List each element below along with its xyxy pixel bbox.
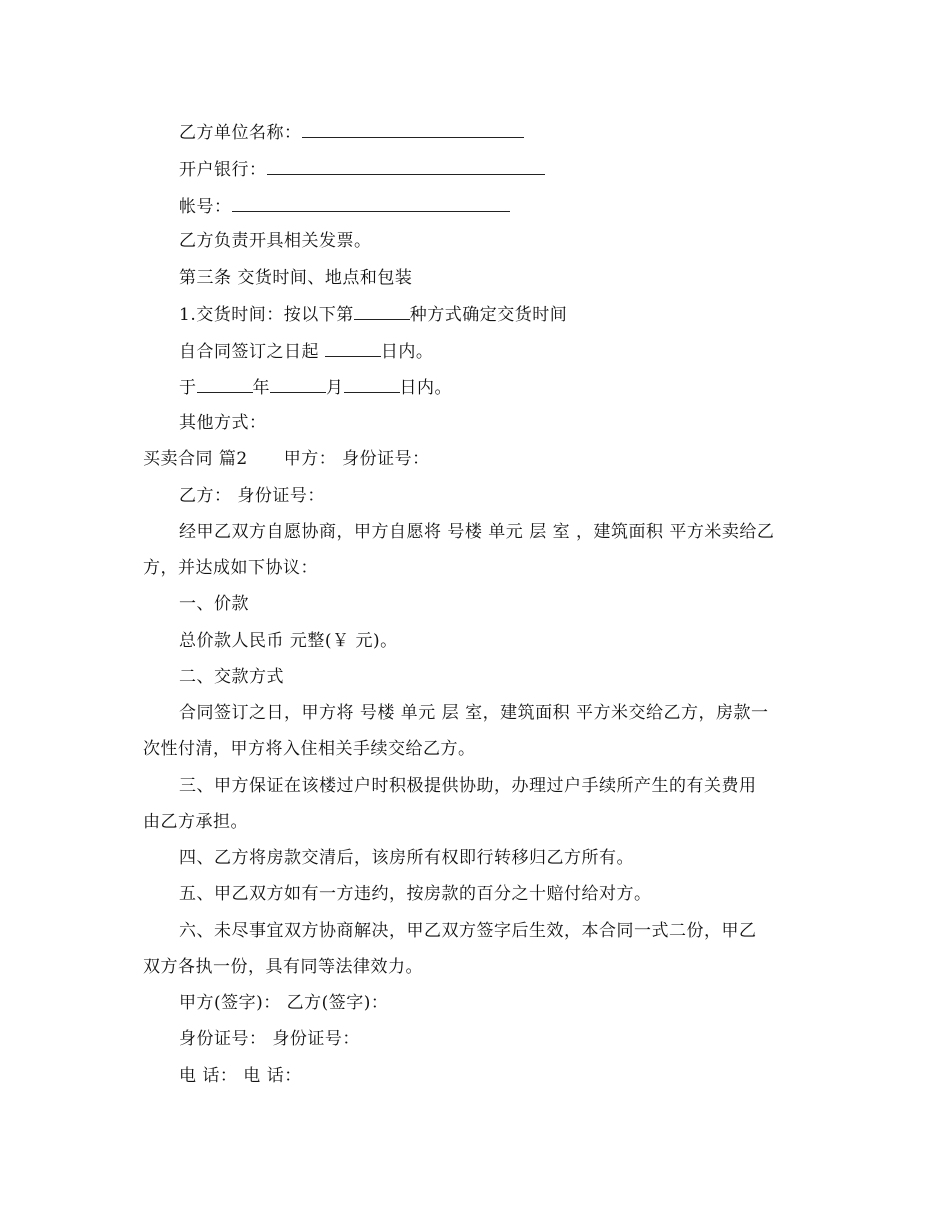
contract-two-title-line xyxy=(143,448,430,470)
label-bank: 开户银行： xyxy=(179,160,267,180)
clause-three-line-cont: 由乙方承担。 xyxy=(143,812,248,832)
contract-two-title: 买卖合同 篇2 xyxy=(143,449,248,469)
date-line xyxy=(179,376,452,399)
delivery-time-pre: 1.交货时间：按以下第 xyxy=(179,305,354,325)
payment-heading: 二、交款方式 xyxy=(179,667,284,687)
date-part: 年 xyxy=(252,378,270,398)
date-part: 于 xyxy=(179,378,197,398)
clause-five-line: 五、甲乙双方如有一方违约，按房款的百分之十赔付给对方。 xyxy=(179,884,652,904)
fill-blank xyxy=(270,376,326,393)
fill-blank xyxy=(197,376,253,393)
payment-line-cont: 次性付清，甲方将入住相关手续交给乙方。 xyxy=(143,739,476,759)
clause-four-line: 四、乙方将房款交清后，该房所有权即行转移归乙方所有。 xyxy=(179,848,634,868)
fill-blank xyxy=(267,158,545,175)
clause-six-line: 六、未尽事宜双方协商解决，甲乙双方签字后生效，本合同一式二份，甲乙 xyxy=(179,921,757,941)
fill-blank xyxy=(325,340,381,357)
clause-three-line: 三、甲方保证在该楼过户时积极提供协助，办理过户手续所产生的有关费用 xyxy=(179,776,757,796)
id-number-line: 身份证号： 身份证号： xyxy=(179,1029,360,1049)
phone-line: 电 话： 电 话： xyxy=(179,1066,302,1086)
delivery-time-line xyxy=(179,303,567,326)
payment-line: 合同签订之日，甲方将 号楼 单元 层 室，建筑面积 平方米交给乙方，房款一 xyxy=(179,703,769,723)
date-part: 月 xyxy=(326,378,344,398)
party-a-id: 甲方： 身份证号： xyxy=(283,449,430,469)
account-line xyxy=(179,195,510,218)
fill-blank xyxy=(354,303,410,320)
clause-six-line-cont: 双方各执一份，具有同等法律效力。 xyxy=(143,957,423,977)
other-methods-line: 其他方式： xyxy=(179,413,267,433)
date-part: 日内。 xyxy=(399,378,452,398)
bank-line xyxy=(179,158,545,181)
signature-line: 甲方(签字)： 乙方(签字)： xyxy=(179,993,389,1013)
delivery-time-post: 种方式确定交货时间 xyxy=(409,305,568,325)
article-three-heading: 第三条 交货时间、地点和包装 xyxy=(179,268,413,288)
days-from-signing-pre: 自合同签订之日起 xyxy=(179,342,325,362)
total-price-line: 总价款人民币 元整(￥ 元)。 xyxy=(179,631,398,651)
days-from-signing-post: 日内。 xyxy=(380,342,434,362)
label-account: 帐号： xyxy=(179,197,232,217)
party-b-id-line: 乙方： 身份证号： xyxy=(179,486,325,506)
days-from-signing-line xyxy=(179,340,433,363)
fill-blank xyxy=(302,121,524,138)
invoice-line: 乙方负责开具相关发票。 xyxy=(179,231,372,251)
price-heading: 一、价款 xyxy=(179,594,249,614)
party-b-company-name-line xyxy=(179,121,524,144)
fill-blank xyxy=(344,376,400,393)
fill-blank xyxy=(232,195,510,212)
label-party-b-company-name: 乙方单位名称： xyxy=(179,123,302,143)
negotiation-line: 经甲乙双方自愿协商，甲方自愿将 号楼 单元 层 室 ，建筑面积 平方米卖给乙 xyxy=(179,522,775,542)
negotiation-line-cont: 方，并达成如下协议： xyxy=(143,558,318,578)
